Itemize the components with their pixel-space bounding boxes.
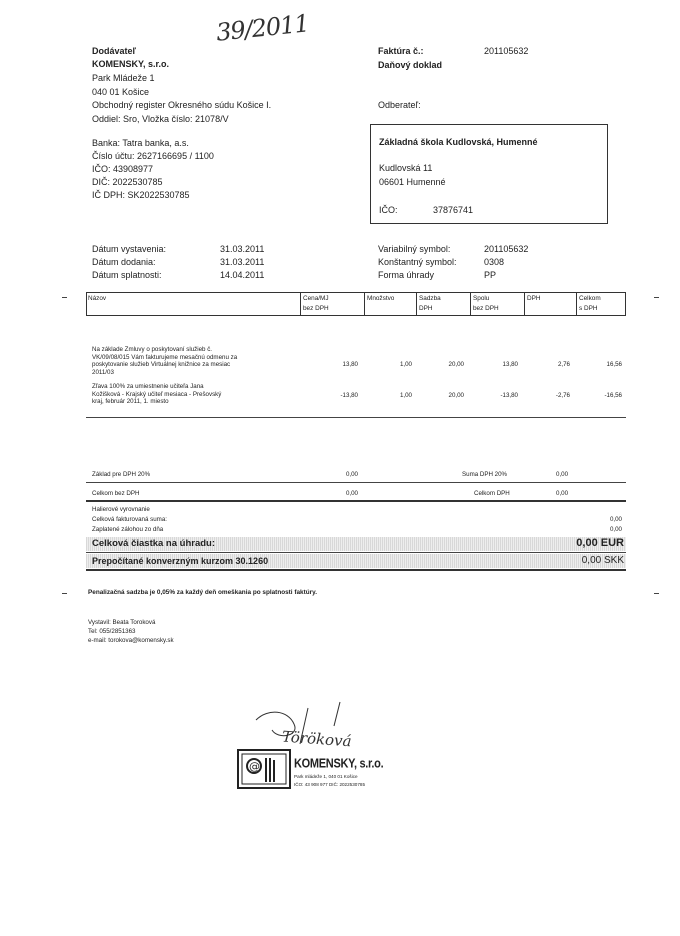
book-logo-icon (236, 746, 292, 792)
row-2-total: -13,80 (500, 392, 518, 399)
col-total-label: Spolu (473, 295, 490, 302)
date-delivery-label: Dátum dodania: (92, 257, 156, 267)
supplier-city: 040 01 Košice (92, 87, 150, 97)
col-rate-label: Sadzba (419, 295, 441, 302)
invoice-type: Daňový doklad (378, 60, 443, 70)
row-1-total: 13,80 (502, 361, 518, 368)
date-due-value: 14.04.2011 (220, 270, 265, 280)
issuer-email: e-mail: torokova@komensky.sk (88, 637, 174, 644)
row-1-price: 13,80 (342, 361, 358, 368)
row-1-desc-4: 2011/03 (92, 368, 114, 376)
supplier-dic: DIČ: 2022530785 (92, 177, 163, 187)
vat-base-value: 0,00 (345, 471, 358, 478)
margin-mark (62, 593, 67, 594)
col-vat (524, 293, 575, 316)
advance-label: Zaplatené zálohou zo dňa (92, 526, 164, 533)
invoiced-value: 0,00 (609, 516, 622, 523)
vat-sum-value: 0,00 (556, 471, 569, 478)
advance-value: 0,00 (609, 526, 622, 533)
col-gross-label-2: s DPH (579, 305, 598, 312)
date-delivery-value: 31.03.2011 (220, 257, 265, 267)
vat-sum-label: Suma DPH 20% (462, 471, 508, 478)
conversion-value: 0,00 SKK (581, 555, 624, 566)
summary-rule-2 (86, 500, 626, 502)
customer-label: Odberateľ: (378, 100, 421, 110)
col-gross-label: Celkom (579, 295, 601, 302)
invoice-number: 201105632 (484, 46, 529, 56)
col-qty-label: Množstvo (367, 295, 395, 302)
col-price (300, 293, 361, 316)
col-vat-label: DPH (527, 295, 541, 302)
row-2-desc-2: Kožišková - Krajský učiteľ mesiaca - Prešovský (92, 390, 222, 398)
invoiced-label: Celková fakturovaná suma: (92, 516, 167, 523)
stamp-address: Park mládeže 1, 040 01 Košice (294, 774, 358, 779)
customer-name: Základná škola Kudlovská, Humenné (379, 137, 538, 147)
col-name (86, 293, 300, 316)
summary-rule-1 (86, 482, 626, 483)
supplier-icdph: IČ DPH: SK2022530785 (92, 190, 190, 200)
stamp-name: KOMENSKY, s.r.o. (294, 756, 384, 772)
total-vat-value: 0,00 (556, 490, 569, 497)
signature: Töröková (281, 727, 353, 751)
row-1-desc-2: VK/09/08/015 Vám fakturujeme mesačnú odmenu za (92, 353, 238, 361)
customer-street: Kudlovská 11 (379, 163, 433, 173)
date-issued-value: 31.03.2011 (220, 244, 265, 254)
vat-base-label: Základ pre DPH 20% (92, 471, 151, 478)
issuer-tel: Tel: 055/2851363 (88, 628, 136, 635)
supplier-register-2: Oddiel: Sro, Vložka číslo: 21078/V (92, 114, 229, 124)
net-total-value: 0,00 (345, 490, 358, 497)
summary-rule-4 (86, 569, 626, 571)
constant-symbol-label: Konštantný symbol: (378, 257, 457, 267)
col-price-label-2: bez DPH (303, 305, 329, 312)
col-total-label-2: bez DPH (473, 305, 499, 312)
handwritten-note: 39/2011 (214, 9, 310, 47)
margin-mark (654, 593, 659, 594)
constant-symbol-value: 0308 (484, 257, 505, 267)
row-1-gross: 16,56 (606, 361, 622, 368)
supplier-register-1: Obchodný register Okresného súdu Košice I. (92, 100, 272, 110)
total-vat-label: Celkom DPH (474, 490, 510, 497)
payment-form-label: Forma úhrady (378, 270, 435, 280)
margin-mark (62, 297, 67, 298)
supplier-name: KOMENSKY, s.r.o. (92, 59, 170, 69)
col-price-label: Cena/MJ (303, 295, 329, 302)
conversion-label: Prepočítané konverzným kurzom 30.1260 (92, 556, 269, 566)
stamp-ids: IČO: 43 908 977 DIČ: 2022530785 (294, 782, 365, 787)
supplier-account: Číslo účtu: 2627166695 / 1100 (92, 151, 214, 161)
row-2-vat: -2,76 (555, 392, 570, 399)
col-rate-label-2: DPH (419, 305, 433, 312)
supplier-bank: Banka: Tatra banka, a.s. (92, 138, 189, 148)
row-2-rate: 20,00 (448, 392, 464, 399)
row-1-rate: 20,00 (448, 361, 464, 368)
row-2-gross: -16,56 (604, 392, 622, 399)
row-2-qty: 1,00 (399, 392, 412, 399)
variable-symbol-label: Variabilný symbol: (378, 244, 451, 254)
summary-rule-3 (86, 552, 626, 553)
table-end-rule (86, 417, 626, 418)
customer-city: 06601 Humenné (379, 177, 446, 187)
company-stamp (236, 742, 386, 798)
supplier-label: Dodávateľ (92, 46, 136, 56)
col-qty (364, 293, 417, 316)
svg-text:@: @ (249, 760, 260, 773)
customer-ico-label: IČO: (379, 205, 398, 215)
net-total-label: Celkom bez DPH (92, 490, 140, 497)
issuer-name: Vystavil: Beata Toroková (88, 619, 156, 626)
customer-box (370, 124, 608, 224)
row-1-qty: 1,00 (399, 361, 412, 368)
table-row (92, 346, 302, 376)
row-1-desc-1: Na základe Zmluvy o poskytovaní služieb č. (92, 346, 213, 353)
due-value: 0,00 EUR (576, 537, 624, 549)
col-total (470, 293, 523, 316)
row-2-price: -13,80 (340, 392, 358, 399)
invoice-number-label: Faktúra č.: (378, 46, 424, 56)
row-2-desc-3: kraj, február 2011, 1. miesto (92, 398, 169, 406)
col-gross (576, 293, 627, 316)
supplier-ico: IČO: 43908977 (92, 164, 154, 174)
date-issued-label: Dátum vystavenia: (92, 244, 167, 254)
supplier-street: Park Mládeže 1 (92, 73, 155, 83)
penalty-note: Penalizačná sadzba je 0,05% za každý deň omeškania po splatnosti faktúry. (88, 589, 317, 596)
payment-form-value: PP (484, 270, 497, 280)
col-rate (416, 293, 469, 316)
customer-ico: 37876741 (433, 205, 474, 215)
row-2-desc-1: Zľava 100% za umiestnenie učiteľa Jana (92, 383, 204, 390)
variable-symbol-value: 201105632 (484, 244, 529, 254)
margin-mark (654, 297, 659, 298)
due-label: Celková čiastka na úhradu: (92, 538, 216, 549)
rounding-label: Halierové vyrovnanie (92, 506, 150, 513)
col-name-label: Názov (88, 295, 107, 302)
row-1-desc-3: poskytovanie služieb Virtuálnej knižnice za mesiac (92, 361, 231, 369)
table-row (92, 383, 302, 406)
row-1-vat: 2,76 (557, 361, 570, 368)
date-due-label: Dátum splatnosti: (92, 270, 162, 280)
